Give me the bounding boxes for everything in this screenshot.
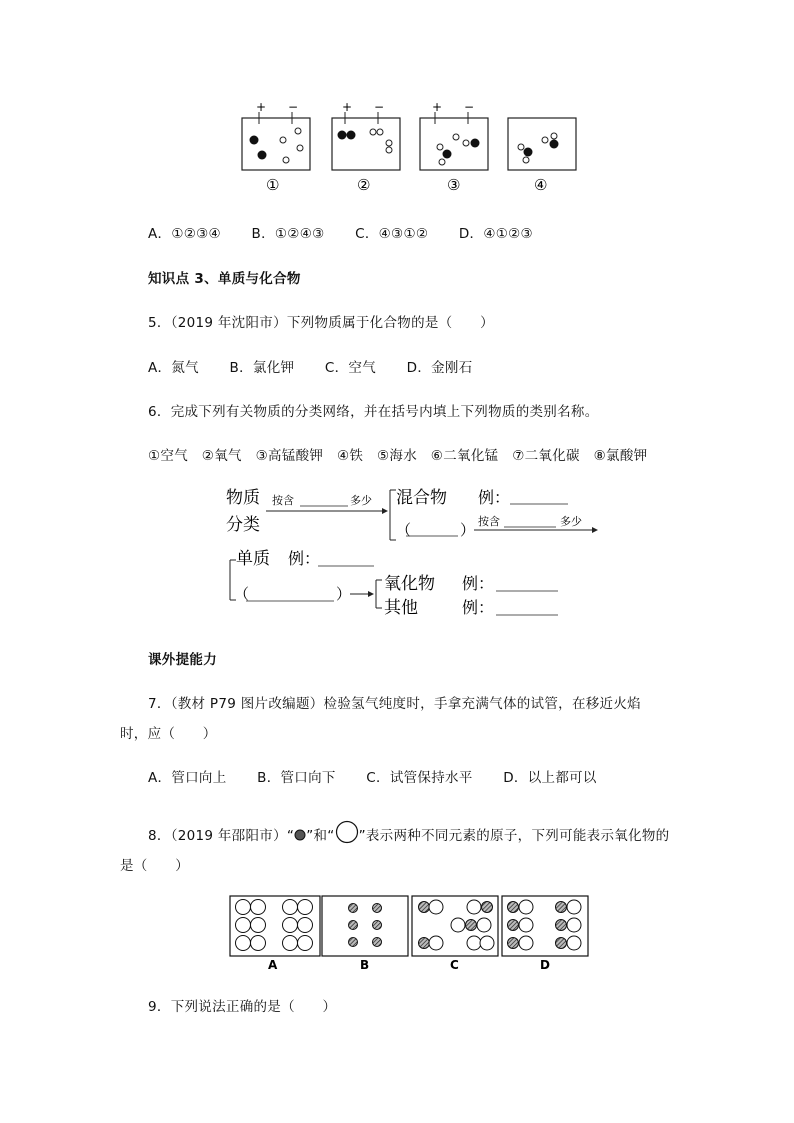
- example-label: 例：: [478, 488, 511, 507]
- panel-caption: ②: [357, 176, 371, 194]
- option-box-d: [502, 896, 588, 972]
- q7-stem-line2: 时，应（ ）: [120, 726, 217, 742]
- panel-caption: ④: [534, 176, 548, 194]
- q7-options: [148, 766, 597, 786]
- element-label: 单质: [236, 549, 270, 569]
- option-b: B．氯化钾: [229, 360, 295, 376]
- molecule-options-figure: [226, 890, 596, 972]
- stem-text: ”表示两种不同元素的原子，下列可能表示氧化物的: [358, 828, 670, 844]
- option-d: D．以上都可以: [503, 770, 597, 786]
- paren-close: ）: [460, 521, 476, 539]
- option-a: A．管口向上: [148, 770, 227, 786]
- oxide-label: 氧化物: [384, 574, 435, 594]
- panel-2: [332, 100, 400, 194]
- plus-sign: +: [256, 100, 267, 114]
- hollow-atom-icon: [335, 820, 359, 844]
- box-label: D: [540, 958, 550, 972]
- panel-caption: ①: [266, 176, 280, 194]
- panel-1: [242, 100, 310, 194]
- paren-open: （: [234, 585, 250, 603]
- q7-stem-line1: 7．（教材 P79 图片改编题）检验氢气纯度时，手拿充满气体的试管，在移近火焰: [148, 696, 641, 712]
- box-label: C: [450, 958, 459, 972]
- option-b: B．管口向下: [257, 770, 336, 786]
- plus-sign: +: [342, 100, 353, 114]
- q6-stem: 6．完成下列有关物质的分类网络，并在括号内填上下列物质的类别名称。: [148, 404, 599, 420]
- arrow-label: 按含: [478, 515, 500, 528]
- root-label-line1: 物质: [226, 488, 260, 508]
- option-a: A．①②③④: [148, 226, 221, 242]
- example-label: 例：: [462, 598, 495, 617]
- minus-sign: −: [464, 100, 475, 114]
- option-c: C．试管保持水平: [366, 770, 473, 786]
- classification-diagram: [222, 482, 604, 622]
- option-box-a: [230, 896, 320, 972]
- option-b: B．①②④③: [251, 226, 325, 242]
- box-label: A: [268, 958, 278, 972]
- root-label-line2: 分类: [226, 515, 260, 535]
- box-label: B: [360, 958, 370, 972]
- q8-stem-line1: [148, 820, 669, 844]
- plus-sign: +: [432, 100, 443, 114]
- arrow-label: 多少: [560, 515, 582, 528]
- panel-3: [420, 100, 488, 194]
- section-heading: 知识点 3、单质与化合物: [148, 271, 301, 287]
- stem-text: 8．（2019 年邵阳市）“: [148, 828, 295, 844]
- q9-stem: 9．下列说法正确的是（ ）: [148, 999, 337, 1015]
- option-c: C．空气: [324, 360, 377, 376]
- option-box-b: [322, 896, 408, 972]
- section-heading: 课外提能力: [148, 652, 217, 668]
- q4-options: [148, 222, 533, 242]
- option-c: C．④③①②: [355, 226, 429, 242]
- arrow-label: 多少: [350, 494, 372, 507]
- panel-4: [508, 118, 576, 194]
- shaded-atom-icon: [294, 829, 306, 841]
- mixture-label: 混合物: [396, 488, 447, 508]
- example-label: 例：: [462, 574, 495, 593]
- q5-stem: 5．（2019 年沈阳市）下列物质属于化合物的是（ ）: [148, 315, 494, 331]
- panel-caption: ③: [447, 176, 461, 194]
- paren-open: （: [396, 521, 412, 539]
- minus-sign: −: [374, 100, 385, 114]
- minus-sign: −: [288, 100, 299, 114]
- q6-items: ①空气 ②氧气 ③高锰酸钾 ④铁 ⑤海水 ⑥二氧化锰 ⑦二氧化碳 ⑧氯酸钾: [148, 448, 648, 464]
- electrolysis-figure: [236, 100, 600, 196]
- example-label: 例：: [288, 549, 321, 568]
- other-label: 其他: [384, 598, 418, 618]
- option-d: D．金刚石: [406, 360, 473, 376]
- paren-close: ）: [336, 585, 352, 603]
- q8-stem-line2: 是（ ）: [120, 858, 189, 874]
- q5-options: [148, 356, 473, 376]
- option-box-c: [412, 896, 498, 972]
- option-a: A．氮气: [148, 360, 199, 376]
- arrow-label: 按含: [272, 494, 294, 507]
- option-d: D．④①②③: [458, 226, 533, 242]
- stem-text: ”和“: [306, 828, 335, 844]
